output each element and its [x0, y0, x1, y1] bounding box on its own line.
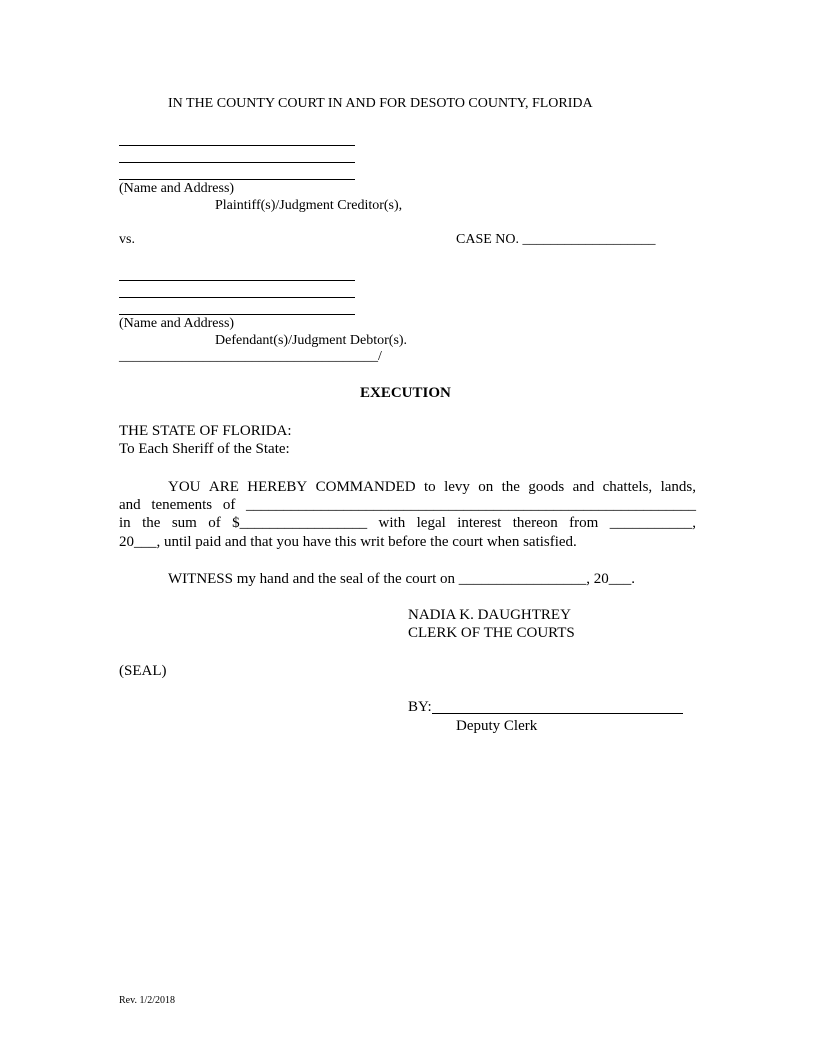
command-word: lands, — [660, 479, 696, 495]
clerk-title: CLERK OF THE COURTS — [408, 625, 575, 641]
command-word: from — [569, 515, 599, 531]
command-word: in — [119, 515, 131, 531]
command-word: to — [424, 479, 436, 495]
command-word: on — [478, 479, 494, 495]
command-word: with — [378, 515, 406, 531]
command-line-1 — [168, 478, 696, 496]
clerk-name: NADIA K. DAUGHTREY — [408, 607, 571, 623]
signature-line[interactable] — [432, 713, 683, 714]
plaintiff-blank-line-3[interactable] — [119, 179, 355, 180]
command-word: and — [572, 479, 595, 495]
witness-line: WITNESS my hand and the seal of the court on _________________, 20___. — [168, 571, 636, 587]
plaintiff-blank-line-2[interactable] — [119, 162, 355, 163]
command-word: of — [222, 497, 236, 513]
versus-label: vs. — [119, 232, 135, 247]
command-word: tenements — [151, 497, 213, 513]
revision-date: Rev. 1/2/2018 — [119, 995, 176, 1006]
command-line-2 — [119, 496, 696, 514]
command-word: COMMANDED — [315, 479, 416, 495]
document-title: EXECUTION — [360, 385, 451, 401]
command-line-3 — [119, 514, 696, 532]
court-title: IN THE COUNTY COURT IN AND FOR DESOTO COUNTY, FLORIDA — [168, 96, 593, 111]
command-word: ARE — [208, 479, 239, 495]
caption-closing-line: _____________________________________/ — [119, 349, 382, 364]
command-word: legal — [416, 515, 446, 531]
command-line-4: 20___, until paid and that you have this writ before the court when satisfied. — [119, 534, 577, 550]
command-word: goods — [528, 479, 565, 495]
defendant-blank-line-2[interactable] — [119, 297, 355, 298]
deputy-clerk-label: Deputy Clerk — [456, 718, 538, 734]
state-of-florida-line: THE STATE OF FLORIDA: — [119, 423, 292, 439]
command-word[interactable]: ____________________________________________________________ — [245, 497, 696, 513]
defendant-blank-line-3[interactable] — [119, 314, 355, 315]
command-word: thereon — [512, 515, 558, 531]
command-word: of — [208, 515, 221, 531]
plaintiff-name-label: (Name and Address) — [119, 181, 235, 196]
command-word: the — [142, 515, 161, 531]
command-word: the — [501, 479, 520, 495]
plaintiff-role-label: Plaintiff(s)/Judgment Creditor(s), — [215, 198, 403, 213]
command-word: HEREBY — [247, 479, 308, 495]
command-word: chattels, — [602, 479, 653, 495]
defendant-name-label: (Name and Address) — [119, 316, 235, 331]
seal-label: (SEAL) — [119, 663, 167, 679]
command-word: levy — [444, 479, 470, 495]
command-word: interest — [457, 515, 502, 531]
command-word[interactable]: $_________________ — [232, 515, 368, 531]
command-word: and — [119, 497, 141, 513]
plaintiff-blank-line-1[interactable] — [119, 145, 355, 146]
defendant-blank-line-1[interactable] — [119, 280, 355, 281]
command-word: YOU — [168, 479, 201, 495]
defendant-role-label: Defendant(s)/Judgment Debtor(s). — [215, 333, 408, 348]
by-label: BY: — [408, 699, 432, 715]
sheriff-address-line: To Each Sheriff of the State: — [119, 441, 290, 457]
command-word[interactable]: ___________, — [609, 515, 696, 531]
case-number-field[interactable]: CASE NO. ___________________ — [456, 232, 656, 247]
command-word: sum — [171, 515, 197, 531]
